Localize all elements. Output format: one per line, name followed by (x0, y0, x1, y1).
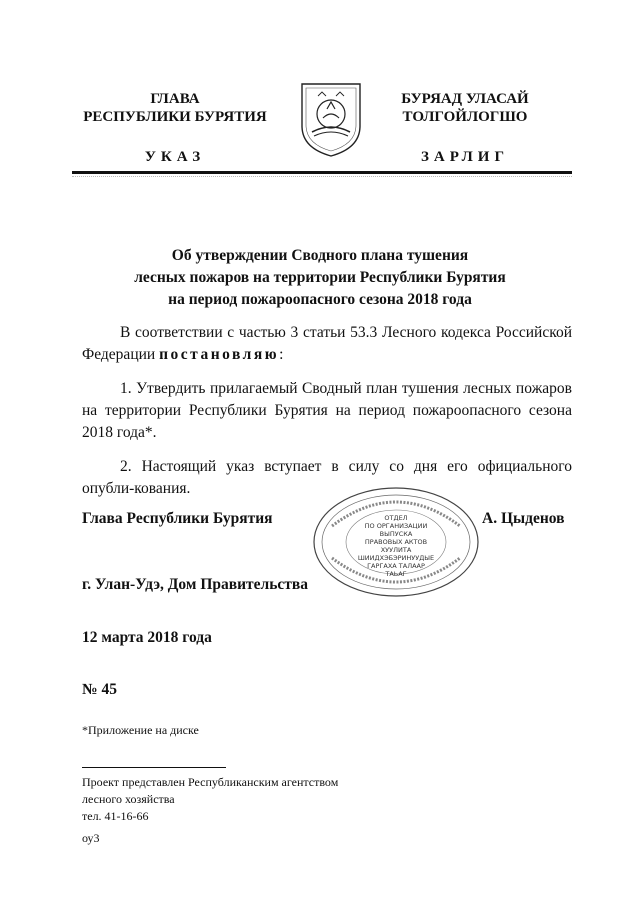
signatory-name: А. Цыденов (482, 510, 565, 527)
footer-line1: Проект представлен Республиканским агентством (82, 775, 339, 789)
paragraph-preamble (82, 322, 572, 366)
decree-body (82, 322, 572, 512)
doc-type-ru: УКАЗ (144, 149, 206, 165)
coat-of-arms-icon (296, 78, 366, 158)
header-right-block (386, 90, 544, 166)
stamp-line: ВЫПУСКА (379, 530, 413, 538)
header-left-block (80, 90, 270, 166)
stamp-inscription (346, 514, 446, 578)
header-divider-dotted (72, 176, 572, 180)
preamble-text: В соответствии с частью 3 статьи 53.3 Лесного кодекса Российской Федерации (82, 324, 572, 363)
header-right-line1: БУРЯАД УЛАСАЙ (401, 91, 529, 107)
stamp-line: ПРАВОВЫХ АКТОВ (364, 538, 428, 546)
decree-title (80, 245, 560, 311)
paragraph-item-2: 2. Настоящий указ вступает в силу со дня его официального опубли-кования. (82, 458, 572, 497)
title-line1: Об утверждении Сводного плана тушения (171, 247, 469, 264)
title-line3: на период пожароопасного сезона 2018 года (168, 291, 472, 308)
stamp-line: ГАРГАХА ТАЛААР (367, 562, 425, 570)
footer-divider (82, 767, 226, 768)
title-line2: лесных пожаров на территории Республики Бурятия (134, 269, 506, 286)
annex-note: *Приложение на диске (82, 723, 199, 737)
footer-note (82, 774, 402, 825)
header-left-line2: РЕСПУБЛИКИ БУРЯТИЯ (83, 109, 267, 125)
stamp-line: ШИИДХЭБЭРИНУУДЫЕ (357, 554, 435, 562)
preamble-colon: : (279, 346, 284, 363)
stamp-line: ХУУЛИТА (380, 546, 412, 554)
header-left-line1: ГЛАВА (150, 91, 200, 107)
header-right-line2: ТОЛГОЙЛОГШО (402, 109, 528, 125)
signing-date: 12 марта 2018 года (82, 629, 212, 646)
footer-code: оу3 (82, 831, 100, 845)
signing-place: г. Улан-Удэ, Дом Правительства (82, 576, 309, 593)
preamble-keyword: постановляю (159, 346, 280, 363)
signatory-position: Глава Республики Бурятия (82, 510, 273, 527)
header-divider (72, 171, 572, 174)
decree-number: № 45 (82, 681, 117, 698)
stamp-line: ТАЬАГ (385, 570, 407, 578)
footer-line2: лесного хозяйства (82, 792, 175, 806)
stamp-line: ОТДЕЛ (384, 514, 408, 522)
footer-line3: тел. 41-16-66 (82, 809, 149, 823)
paragraph-item-1: 1. Утвердить прилагаемый Сводный план тушения лесных пожаров на территории Республики Бурятия на период пожароопасного сезона 2018 года*. (82, 380, 572, 441)
doc-type-bua: ЗАРЛИГ (420, 149, 510, 165)
stamp-line: ПО ОРГАНИЗАЦИИ (364, 522, 428, 530)
